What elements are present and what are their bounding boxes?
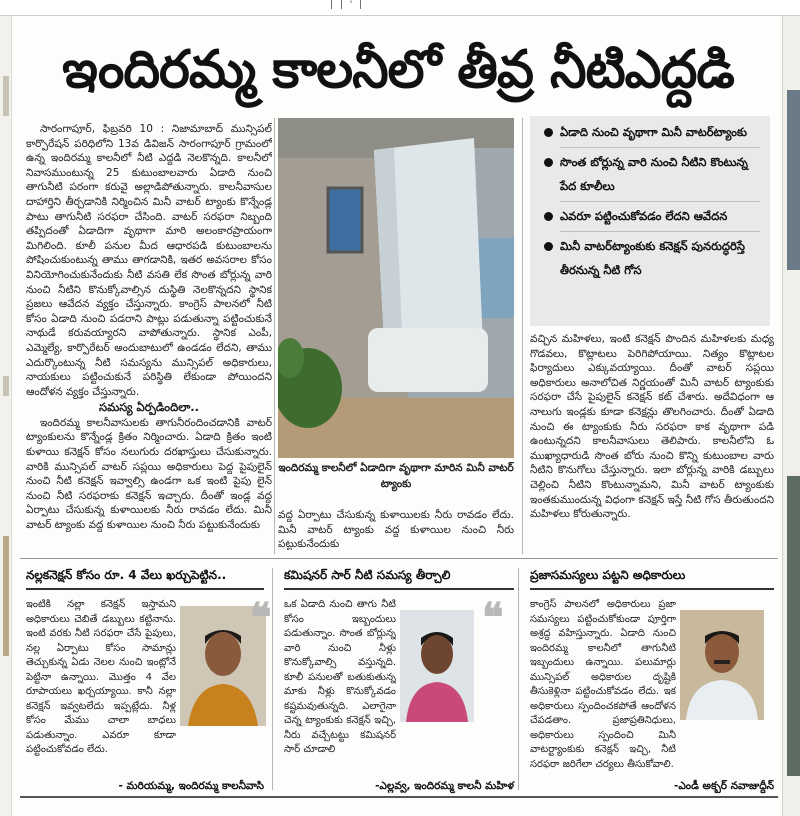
left-cropped-column <box>0 16 12 816</box>
interview-3-text: కాంగ్రెస్ పాలనలో అధికారులు ప్రజా సమస్యలు పట్టించుకోకుండా పూర్తిగా అశ్రద్ధ వహిస్తున్నారు. ఏడాది నుంచి ఇందిరమ్మ కాలనీలో తాగునీటి ఇబ్బందులు ఉన్నాయి. పలుమార్లు మున్సిపల్ అధికారుల దృష్టికి తీసుకెళ్లినా పట్టించుకోవడం లేదు. ఇక అధికారులు స్పందించకపోతే ఆందోళన చేపడతాం. ప్రజాప్రతినిధులు, అధికారులు స్పందించి మినీ వాటర్ట్యాంకుకు కనెక్షన్ ఇచ్చి, నీటి సరఫరా జరిగేలా చర్యలు తీసుకోవాలి. <box>530 599 676 770</box>
photo-caption: ఇందిరమ్మ కాలనీలో ఏడాదిగా వృథాగా మారిన మినీ వాటర్ ట్యాంకు <box>278 462 514 490</box>
highlight-item: ఏడాది నుంచి వృథాగా మినీ వాటర్‌ట్యాంకు <box>544 120 760 148</box>
interview-1-heading: నల్లకనెక్షన్ కోసం రూ. 4 వేలు ఖర్చుపెట్టిన.. <box>26 568 264 590</box>
right-cropped-column <box>782 16 800 816</box>
interview-2-signature: -ఎల్లవ్వ, ఇందిరమ్మ కాలనీ మహిళ <box>375 780 514 792</box>
column-divider <box>274 118 275 554</box>
quote-icon: ❝ <box>482 594 504 641</box>
water-tank-illustration <box>278 118 514 458</box>
bottom-rule <box>20 796 778 798</box>
water-tank-photo <box>278 118 514 458</box>
bullet-icon <box>544 128 553 137</box>
man-portrait-illustration <box>680 610 764 720</box>
article-continued-text <box>278 508 514 550</box>
column-divider <box>522 118 523 554</box>
bullet-icon <box>544 242 553 251</box>
top-cut-strip <box>0 0 800 16</box>
interview-2-portrait <box>400 610 474 722</box>
interview-3-portrait <box>680 610 764 720</box>
left-edge-photo-fragment <box>3 536 9 656</box>
right-edge-photo-fragment <box>787 90 800 270</box>
interview-3-heading: ప్రజాసమస్యలు పట్టని అధికారులు <box>530 568 774 590</box>
highlights-box <box>530 116 770 326</box>
quote-icon: ❝ <box>250 594 272 641</box>
highlight-item: మినీ వాటర్‌ట్యాంకుకు కనెక్షన్ పునరుద్ధరిస్తే తీరనున్న నీటి గోస <box>544 234 760 282</box>
top-strip-marks: | | ' | <box>330 0 365 10</box>
article-column-1 <box>26 122 272 550</box>
article-lead-paragraph: సారంగాపూర్, ఫిబ్రవరి 10 : నిజామాబాద్ మున్సిపల్ కార్పొరేషన్ పరిధిలోని 13వ డివిజన్ సారంగాపూర్ గ్రామంలో ఉన్న ఇందిరమ్మ కాలనీలో నీటి ఎద్దడి నెలకొన్నది. కాలనీలో నివాసముంటున్న 25 కుటుంబాలవారు ఏడాది నుంచి తాగునీటి పరంగా కరువై అల్లాడిపోతున్నారు. కాలనీవాసుల దాహార్తిని తీర్చడానికి నిర్మించిన మినీ వాటర్ ట్యాంకు కొన్నేండ్ల పాటు తాగునీటి సరఫరా చేసింది. వాటర్ సరఫరా నిబ్బంది తప్పిదంతో ఏడాదిగా వృథాగా మారి అలంకారప్రాయంగా మిగిలింది. కూలీ పనుల మీద ఆధారపడి కుటుంబాలను పోషించుకుంటున్న తాము తాగడానికి, ఇతర అవసరాల కోసం వినియోగించుకునేందుకు నీటి వసతి లేక సొంత బోర్లున్న వారి నుంచి నీటిని కొనుక్కోవాల్సిన దుస్థితి నెలకొన్నదని స్థానిక ప్రజలు ఆవేదన వ్యక్తం చేస్తున్నారు. కాంగ్రెస్ పాలనలో నీటి కోసం ఏడాది నుంచి పడరాని పాట్లు పడుతున్నా పట్టించుకునే నాథుడే కరువయ్యారని వాపోతున్నారు. స్థానిక ఎంపీ, ఎమ్మెల్యే, కార్పొరేటర్ అందుబాటులో ఉండడం లేదని, తాము ఎదుర్కొంటున్న నీటి సమస్యను మున్సిపల్ అధికారులు, నాయకులు పట్టించుకునే పరిస్థితి లేకుండా పోయిందని ఆందోళన వ్యక్తం చేస్తున్నారు. <box>26 123 272 398</box>
article-column-3 <box>530 332 774 550</box>
highlight-item: ఎవరూ పట్టించుకోవడం లేదని ఆవేదన <box>544 204 760 232</box>
left-edge-fragment <box>3 376 9 396</box>
headline: ఇందిరమ్మ కాలనీలో తీవ్ర నీటిఎద్దడి <box>62 40 734 100</box>
article-paragraph-2: ఇందిరమ్మ కాలనీవాసులకు తాగునీరందించడానికి వాటర్ ట్యాంకులను కొన్నేండ్ల క్రితం నిర్మించారు. ఏడాది క్రితం ఇంటి కుళాయి కనెక్షన్ కోసం నలుగురు దరఖాస్తులు చేసుకున్నారు. వారికి మున్సిపల్ వాటర్ సప్లయి అధికారులు పెద్ద పైపులైన్ నుంచి నీటి కనెక్షన్ ఇవ్వాల్సి ఉండగా ఒక ఇంటి పైపు లైన్ నుంచి నీటి సరఫరాకు కనెక్షన్ ఇచ్చారు. దీంతో ఇండ్ల వద్ద ఏర్పాటు చేసుకున్న కుళాయిలకు నీరు రావడం లేదు. మినీ వాటర్ ట్యాంకు వద్ద కుళాయిల నుంచి నీరు పట్టుకునేందుకు <box>26 416 272 532</box>
interview-2-heading: కమిషనర్ సార్ నీటి సమస్య తీర్చాలి <box>284 568 514 590</box>
interview-1-signature: - మరియమ్మ, ఇందిరమ్మ కాలనీవాసి <box>118 780 264 792</box>
article-subhead: సమస్య ఏర్పడిందిలా.. <box>99 400 199 415</box>
article-column-2-continued <box>278 508 514 550</box>
interview-1-text: ఇంటికి నల్లా కనెక్షన్ ఇస్తామని అధికారులు చెబితే డబ్బులు కట్టినాను. ఇంటి వరకు నీటి సరఫరా చేసే పైపులు, నల్ల ఏర్పాటు కోసం సామాన్లు తెచ్చుకున్న ఏడు నెలల నుంచి ఇంట్లోనే పెట్టినా ఉన్నాయి. మొత్తం 4 వేల రూపాయలు ఖర్చయ్యాయి. కానీ నల్లా కనెక్షన్ ఇవ్వటలేదు ఇప్పట్లేదు. నీళ్ల కోసం మేము చాలా బాధలు పడుతున్నాం. ఎవరూ కూడా పట్టించుకోవడం లేదు. <box>26 599 176 755</box>
left-edge-fragment <box>3 76 9 116</box>
interview-2-text: ఒక ఏడాది నుంచి తాగు నీటి కోసం ఇబ్బందులు పడుతున్నాం. సొంత బోర్లున్న వారి నుంచి నీళ్లు కొనుక్కోవాల్సి వస్తున్నది. కూలీ పనులతో బతుకుతున్న మాకు నీళ్లు కొనుక్కోవడం కష్టమవుతున్నది. ఎలాగైనా చెన్న ట్యాంకుకు కనెక్షన్ ఇచ్చి, నీరు వచ్చేటట్టు కమిషనర్ సార్ చూడాలి <box>284 599 396 755</box>
highlight-item: సొంత బోర్లున్న వారి నుంచి నీటిని కొంటున్న పేద కూలీలు <box>544 150 760 202</box>
interview-3-signature: -ఎండీ అక్బర్ నవాజుద్దీన్ <box>673 780 774 792</box>
highlights-list <box>544 120 760 282</box>
column-divider <box>272 568 273 790</box>
article-paragraph-3: వచ్చిన మహిళలు, ఇంటి కనెక్షన్ పొందిన మహిళలకు మధ్య గొడవలు, కొట్లాటలు పెరిగిపోయాయి. నిత్యం కొట్లాటల ఫిర్యాదులు ఎక్కువయ్యాయి. దీంతో వాటర్ సప్లయి అధికారులు అనాలోచిత నిర్ణయంతో మినీ వాటర్ ట్యాంకుకు సరఫరా చేసే పైపులైన్ కనెక్షన్ కట్ చేశారు. అదేవిధంగా ఆ నాలుగు ఇండ్లకు కూడా కనెక్షన్లు తొలగించారు. దీంతో ఏడాది నుంచి ఈ ట్యాంకుకు నీరు సరఫరా కాక వృథాగా పడి ఉంటున్నదని కాలనీవాసులు తెలిపారు. కాలనీలోని ఓ ముఖ్యాధారుడి సొంత బోరు నుంచి కొన్ని కుటుంబాల వారు నీటిని కొనుగోలు చేస్తున్నారు. ఇలా బోర్లున్న వారికి డబ్బులు చెల్లించి నీటిని కొంటున్నామని, మినీ వాటర్ ట్యాంకుకు ఇంతకుముందున్న విధంగా కనెక్షన్ ఇస్తే నీటి గోస తీరుతుందని మహిళలు కోరుతున్నారు. <box>530 333 774 521</box>
column-divider <box>518 568 519 790</box>
bullet-icon <box>544 212 553 221</box>
right-edge-photo-fragment <box>787 476 800 776</box>
section-divider <box>20 558 778 559</box>
woman-portrait-illustration <box>400 610 474 722</box>
continued-fragment: వద్ద ఏర్పాటు చేసుకున్న కుళాయిలకు నీరు రావడం లేదు. మినీ వాటర్ ట్యాంకు వద్ద కుళాయిల నుంచి నీరు పట్టుకునేందుకు <box>278 509 514 550</box>
bullet-icon <box>544 158 553 167</box>
